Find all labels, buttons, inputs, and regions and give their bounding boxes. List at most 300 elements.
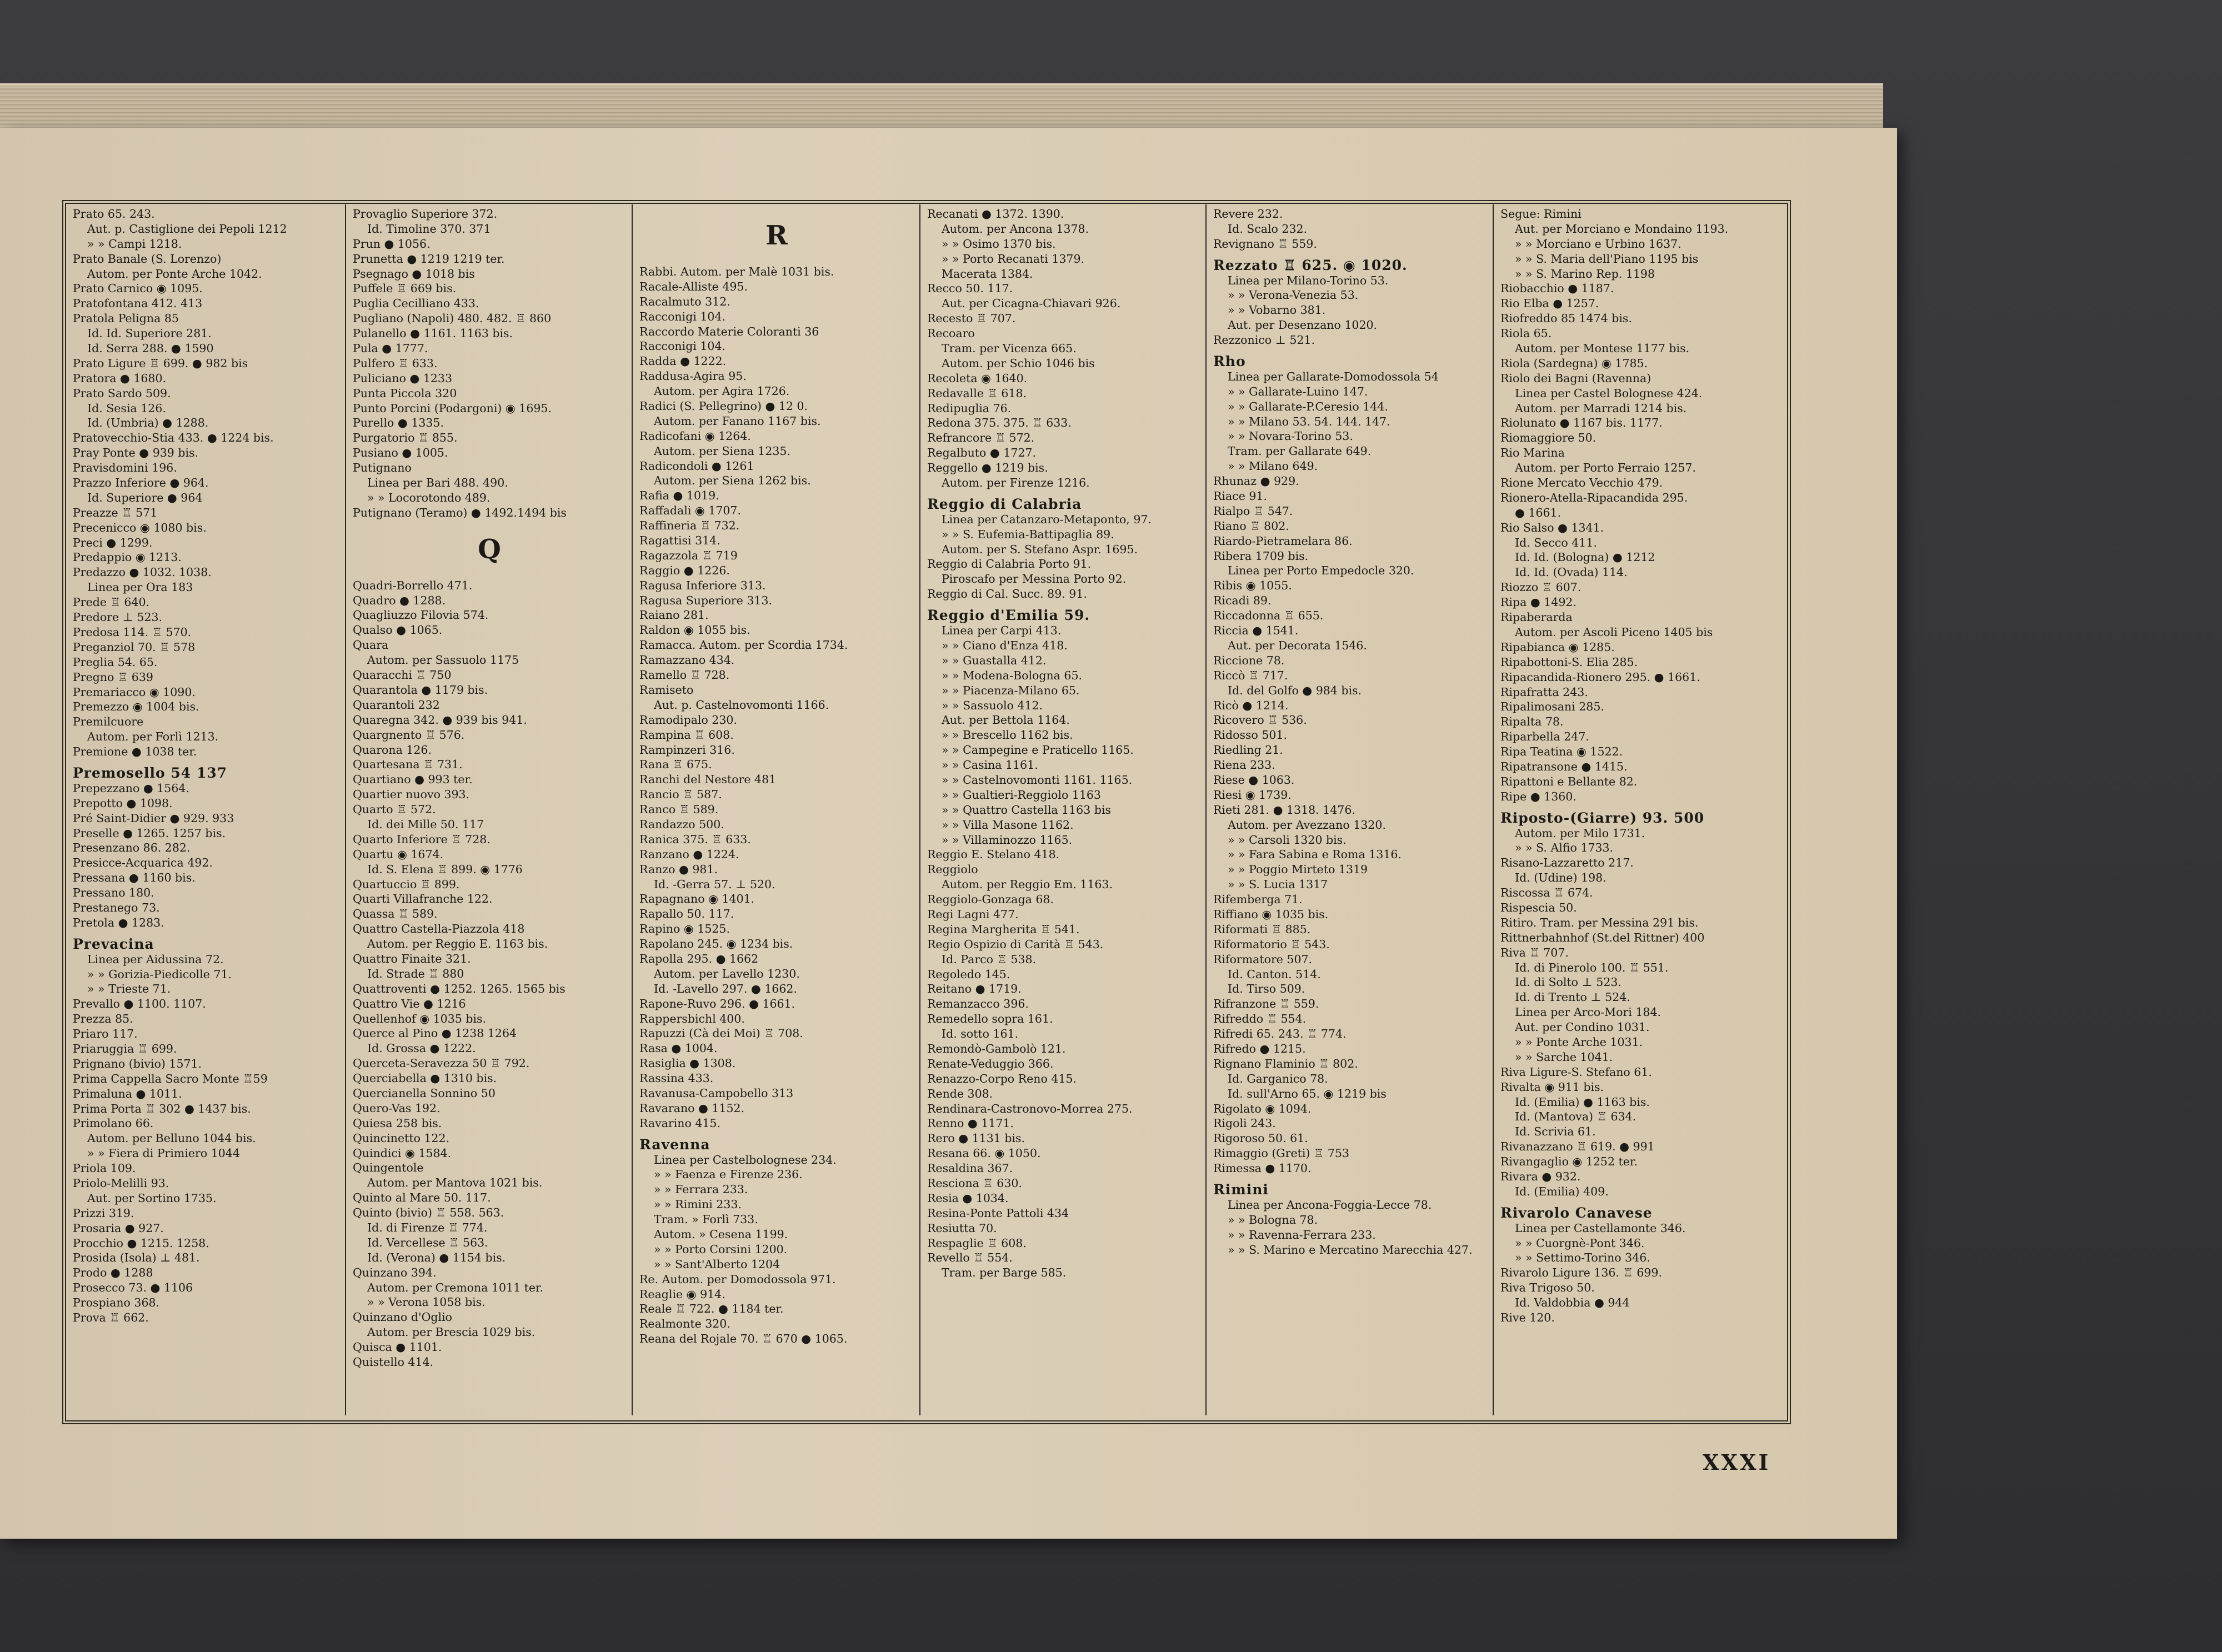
index-entry: Putignano [353, 461, 412, 475]
index-entry: Id. Strade ♖ 880 [367, 967, 464, 980]
index-entry: Quinzano d'Oglio [353, 1310, 452, 1324]
index-entry: Id. (Udine) 198. [1515, 871, 1607, 885]
index-entry: Id. (Verona) ● 1154 bis. [367, 1250, 506, 1264]
index-entry: » » S. Lucia 1317 [1228, 878, 1328, 892]
index-entry: Quattro Vie ● 1216 [353, 997, 466, 1010]
index-entry: Id. di Pinerolo 100. ♖ 551. [1515, 960, 1669, 974]
index-entry: Autom. per Schio 1046 bis [942, 356, 1095, 370]
index-entry: Pula ● 1777. [353, 342, 428, 356]
index-entry: » » Settimo-Torino 346. [1515, 1251, 1650, 1265]
index-entry: Id. di Firenze ♖ 774. [367, 1221, 488, 1234]
index-entry: Ravenna [639, 1136, 710, 1153]
index-entry: Riace 91. [1213, 489, 1267, 503]
index-entry: » » Novara-Torino 53. [1228, 429, 1353, 443]
index-entry: Rivanazzano ♖ 619. ● 991 [1500, 1140, 1655, 1154]
index-entry: Purello ● 1335. [353, 416, 444, 430]
index-entry: Puglia Cecilliano 433. [353, 297, 479, 311]
index-entry: Id. Serra 288. ● 1590 [87, 342, 214, 356]
index-entry: » » Gorizia-Piedicolle 71. [87, 967, 232, 981]
index-entry: » » Sassuolo 412. [942, 698, 1043, 712]
index-entry: Quartiano ● 993 ter. [353, 773, 473, 787]
index-entry: Autom. per Avezzano 1320. [1228, 818, 1386, 832]
index-entry: Querceta-Seravezza 50 ♖ 792. [353, 1057, 530, 1070]
index-entry: Linea per Ora 183 [87, 580, 193, 594]
index-entry: » » Fiera di Primiero 1044 [87, 1147, 240, 1160]
index-entry: Recoaro [927, 327, 975, 341]
index-entry: Rigolato ◉ 1094. [1213, 1102, 1312, 1115]
index-entry: Autom. per Milo 1731. [1515, 826, 1645, 840]
index-entry: Riformati ♖ 885. [1213, 922, 1311, 936]
index-entry: Id. sotto 161. [942, 1027, 1019, 1041]
index-entry: Id. Scalo 232. [1228, 222, 1308, 236]
index-entry: Autom. per Reggio E. 1163 bis. [367, 937, 548, 951]
index-entry: Rampina ♖ 608. [639, 728, 734, 742]
index-entry: » » Verona-Venezia 53. [1228, 288, 1359, 302]
index-entry: Tram. per Vicenza 665. [942, 342, 1077, 356]
index-entry: Puffele ♖ 669 bis. [353, 282, 457, 296]
index-entry: Rende 308. [927, 1087, 993, 1100]
index-entry: Ravarano ● 1152. [639, 1101, 745, 1115]
index-entry: Rivarolo Ligure 136. ♖ 699. [1500, 1266, 1662, 1280]
index-entry: Ripa Teatina ◉ 1522. [1500, 745, 1623, 759]
index-entry: Ragazzola ♖ 719 [639, 548, 738, 562]
index-entry: Id. di Solto ⊥ 523. [1515, 975, 1622, 989]
index-entry: Provaglio Superiore 372. [353, 207, 498, 221]
index-entry: Aut. per Bettola 1164. [942, 713, 1070, 727]
index-entry: Redipuglia 76. [927, 401, 1012, 415]
index-entry: ● 1661. [1515, 505, 1562, 519]
index-entry: Riccò ♖ 717. [1213, 668, 1288, 682]
index-entry: Ripattoni e Bellante 82. [1500, 774, 1638, 788]
index-entry: Quingentole [353, 1161, 424, 1175]
index-entry: Pulanello ● 1161. 1163 bis. [353, 327, 513, 341]
index-entry: Id. Scrivia 61. [1515, 1125, 1596, 1139]
index-entry: Ragusa Inferiore 313. [639, 578, 766, 592]
index-entry: Prima Porta ♖ 302 ● 1437 bis. [73, 1102, 251, 1115]
index-entry: Rivangaglio ◉ 1252 ter. [1500, 1155, 1638, 1169]
index-entry: Riomaggiore 50. [1500, 431, 1597, 445]
index-entry: Id. del Golfo ● 984 bis. [1228, 683, 1362, 697]
index-entry: Quinto (bivio) ♖ 558. 563. [353, 1206, 504, 1220]
index-entry: Id. Canton. 514. [1228, 967, 1321, 981]
index-entry: Prosecco 73. ● 1106 [73, 1281, 193, 1295]
index-entry: » » Ravenna-Ferrara 233. [1228, 1228, 1376, 1241]
index-entry: » » Carsoli 1320 bis. [1228, 833, 1347, 847]
index-entry: Rimaggio (Greti) ♖ 753 [1213, 1147, 1349, 1160]
index-entry: Riena 233. [1213, 758, 1275, 772]
index-entry: » » Rimini 233. [654, 1198, 742, 1212]
index-entry: Riparbella 247. [1500, 730, 1589, 744]
index-entry: Riofreddo 85 1474 bis. [1500, 312, 1632, 326]
index-column-4 [919, 204, 1205, 1415]
index-entry: Id. Parco ♖ 538. [942, 952, 1037, 966]
index-entry: » » Guastalla 412. [942, 653, 1047, 667]
index-entry: » » Poggio Mirteto 1319 [1228, 863, 1368, 877]
index-entry: Riformatore 507. [1213, 952, 1313, 966]
index-entry: Ramazzano 434. [639, 653, 735, 667]
index-entry: Ravarino 415. [639, 1116, 720, 1130]
index-entry: Rasa ● 1004. [639, 1042, 718, 1055]
index-entry: Ranchi del Nestore 481 [639, 773, 777, 787]
index-entry: Quaregna 342. ● 939 bis 941. [353, 713, 527, 727]
index-entry: Id. S. Elena ♖ 899. ◉ 1776 [367, 862, 523, 876]
index-entry: Tram. per Gallarate 649. [1228, 444, 1372, 458]
index-entry: Rifredo ● 1215. [1213, 1042, 1306, 1055]
index-entry: Linea per Castellamonte 346. [1515, 1221, 1686, 1235]
index-entry: Pulfero ♖ 633. [353, 356, 438, 370]
index-entry: Autom. » Cesena 1199. [654, 1228, 788, 1241]
index-entry: » » Locorotondo 489. [367, 490, 491, 504]
index-entry: Redona 375. 375. ♖ 633. [927, 416, 1072, 430]
index-column-2 [345, 204, 632, 1415]
index-entry: Linea per Catanzaro-Metaponto, 97. [942, 512, 1152, 526]
index-entry: Quarona 126. [353, 743, 432, 757]
index-entry: Prova ♖ 662. [73, 1311, 149, 1325]
index-entry: Querce al Pino ● 1238 1264 [353, 1027, 517, 1040]
index-entry: Prevallo ● 1100. 1107. [73, 997, 206, 1011]
index-entry: Prato Ligure ♖ 699. ● 982 bis [73, 356, 248, 370]
index-entry: Autom. per Fanano 1167 bis. [654, 414, 821, 428]
index-entry: Riozzo ♖ 607. [1500, 580, 1582, 594]
index-entry: Prignano (bivio) 1571. [73, 1057, 202, 1070]
index-entry: Quindici ◉ 1584. [353, 1146, 452, 1160]
index-entry: Riformatorio ♖ 543. [1213, 937, 1330, 951]
index-entry: Id. Grossa ● 1222. [367, 1042, 476, 1055]
index-entry: Autom. per Siena 1235. [654, 444, 790, 458]
index-entry: » » Fara Sabina e Roma 1316. [1228, 848, 1402, 862]
index-entry: Ripaberarda [1500, 610, 1573, 624]
index-entry: Ragattisi 314. [639, 534, 720, 548]
index-entry: Quistello 414. [353, 1355, 434, 1369]
index-entry: Riva Ligure-S. Stefano 61. [1500, 1065, 1652, 1079]
index-entry: » » Milano 649. [1228, 459, 1318, 473]
index-entry: Racalmuto 312. [639, 294, 730, 308]
index-entry: Ramacca. Autom. per Scordia 1734. [639, 638, 848, 652]
index-entry: Raiano 281. [639, 608, 709, 622]
index-entry: » » S. Marino e Mercatino Marecchia 427. [1228, 1243, 1473, 1256]
index-entry: Reale ♖ 722. ● 1184 ter. [639, 1302, 784, 1316]
index-entry: Rialpo ♖ 547. [1213, 504, 1293, 518]
index-entry: » » Campi 1218. [87, 237, 182, 251]
index-entry: Id. (Umbria) ● 1288. [87, 416, 209, 430]
index-entry: Realmonte 320. [639, 1317, 730, 1331]
index-entry: Id. (Mantova) ♖ 634. [1515, 1110, 1637, 1124]
index-entry: Aut. per Desenzano 1020. [1228, 318, 1378, 332]
index-entry: Prato Banale (S. Lorenzo) [73, 252, 222, 266]
index-entry: Piroscafo per Messina Porto 92. [942, 572, 1127, 586]
index-entry: Putignano (Teramo) ● 1492.1494 bis [353, 505, 567, 519]
index-entry: Pratovecchio-Stia 433. ● 1224 bis. [73, 431, 274, 445]
index-entry: Linea per Castel Bolognese 424. [1515, 386, 1703, 400]
index-entry: Quartesana ♖ 731. [353, 758, 463, 772]
index-entry: Quarti Villafranche 122. [353, 892, 493, 906]
index-entry: » » Sarche 1041. [1515, 1050, 1613, 1064]
index-entry: Refrancore ♖ 572. [927, 431, 1035, 445]
index-entry: Prosida (Isola) ⊥ 481. [73, 1251, 200, 1265]
index-entry: Recanati ● 1372. 1390. [927, 207, 1064, 221]
index-entry: » » Ciano d'Enza 418. [942, 638, 1068, 652]
index-entry: Prizzi 319. [73, 1206, 134, 1220]
index-entry: Linea per Arco-Mori 184. [1515, 1005, 1662, 1019]
index-entry: Rancio ♖ 587. [639, 788, 722, 802]
index-entry: » » Campegine e Praticello 1165. [942, 743, 1134, 757]
index-entry: Preci ● 1299. [73, 535, 153, 549]
index-entry: Rapolano 245. ◉ 1234 bis. [639, 937, 793, 951]
index-entry: Rio Marina [1500, 446, 1565, 460]
index-entry: Regalbuto ● 1727. [927, 446, 1036, 460]
index-entry: Pré Saint-Didier ● 929. 933 [73, 811, 234, 825]
index-entry: » » Piacenza-Milano 65. [942, 683, 1080, 697]
index-entry [639, 207, 914, 213]
index-entry: Linea per Castelbolognese 234. [654, 1153, 837, 1167]
index-entry: » » Gallarate-Luino 147. [1228, 384, 1368, 398]
index-entry: Remanzacco 396. [927, 997, 1029, 1011]
index-entry: Radicofani ◉ 1264. [639, 429, 751, 443]
index-entry: Rivarolo Canavese [1500, 1204, 1653, 1221]
index-entry: Aut. per Condino 1031. [1515, 1020, 1650, 1034]
index-entry: Id. -Gerra 57. ⊥ 520. [654, 877, 775, 891]
index-entry: Rampinzeri 316. [639, 743, 735, 757]
index-entry: Rimini [1213, 1182, 1269, 1198]
index-entry: Remondò-Gambolò 121. [927, 1042, 1066, 1055]
index-entry: Reggio E. Stelano 418. [927, 848, 1060, 862]
index-entry: Reggiolo [927, 863, 978, 877]
index-entry: Macerata 1384. [942, 267, 1033, 281]
index-entry: Rive 120. [1500, 1311, 1555, 1325]
index-entry: Predore ⊥ 523. [73, 610, 163, 624]
index-entry: Rionero-Atella-Ripacandida 295. [1500, 490, 1688, 504]
index-column-6 [1493, 204, 1783, 1415]
index-entry: Rappersbichl 400. [639, 1012, 745, 1025]
index-entry: Reitano ● 1719. [927, 982, 1022, 996]
index-entry: Ripe ● 1360. [1500, 789, 1577, 803]
index-entry: Id. Vercellese ♖ 563. [367, 1235, 488, 1249]
index-entry: Ripa ● 1492. [1500, 595, 1577, 609]
index-entry: » » Trieste 71. [87, 982, 171, 996]
index-entry: Ripacandida-Rionero 295. ● 1661. [1500, 670, 1700, 684]
index-entry: Pratora ● 1680. [73, 371, 167, 385]
index-entry: Autom. per Marradi 1214 bis. [1515, 401, 1687, 415]
index-entry: Ricadi 89. [1213, 594, 1272, 608]
index-entry: Aut. per Cicagna-Chiavari 926. [942, 297, 1121, 311]
index-entry: Q [478, 533, 501, 565]
index-entry: Linea per Porto Empedocle 320. [1228, 564, 1414, 578]
index-entry: » » Modena-Bologna 65. [942, 668, 1083, 682]
index-entry: » » Castelnovomonti 1161. 1165. [942, 773, 1133, 787]
index-entry: Id. (Emilia) ● 1163 bis. [1515, 1095, 1650, 1109]
index-entry: Autom. per Cremona 1011 ter. [367, 1280, 544, 1294]
index-entry: Autom. per Montese 1177 bis. [1515, 342, 1690, 356]
index-entry: Premione ● 1038 ter. [73, 745, 197, 759]
index-entry: Id. Tirso 509. [1228, 982, 1305, 996]
index-entry: Rifranzone ♖ 559. [1213, 997, 1319, 1011]
index-entry: Rigoroso 50. 61. [1213, 1132, 1308, 1145]
index-entry: Reana del Rojale 70. ♖ 670 ● 1065. [639, 1332, 848, 1346]
index-entry: Revello ♖ 554. [927, 1251, 1013, 1265]
book-page [0, 128, 1897, 1539]
index-entry: Racconigi 104. [639, 309, 726, 323]
index-entry: Pravisdomini 196. [73, 461, 177, 475]
index-entry: Punto Porcini (Podargoni) ◉ 1695. [353, 401, 552, 415]
index-entry: Quarantola ● 1179 bis. [353, 683, 488, 697]
index-entry: Riposto-(Giarre) 93. 500 [1500, 809, 1705, 826]
index-entry: Racale-Alliste 495. [639, 279, 748, 293]
index-entry: » » Porto Recanati 1379. [942, 252, 1085, 266]
index-entry: Linea per Aidussina 72. [87, 952, 224, 966]
index-entry: Tram. per Barge 585. [942, 1266, 1067, 1280]
index-entry: Pratola Peligna 85 [73, 312, 179, 326]
index-entry: Raffineria ♖ 732. [639, 519, 740, 533]
index-entry: Preazze ♖ 571 [73, 505, 158, 519]
index-entry [353, 572, 626, 578]
index-entry: Premezzo ◉ 1004 bis. [73, 700, 199, 714]
index-entry: Autom. per Forlì 1213. [87, 730, 219, 744]
index-entry: Reggello ● 1219 bis. [927, 461, 1048, 475]
index-entry: Id. dei Mille 50. 117 [367, 817, 484, 831]
index-entry: Resina-Ponte Pattoli 434 [927, 1206, 1069, 1220]
index-entry: Priolo-Melilli 93. [73, 1177, 169, 1190]
index-entry: Rafia ● 1019. [639, 489, 719, 503]
index-entry: Pray Ponte ● 939 bis. [73, 446, 199, 460]
index-entry: Reggio di Calabria [927, 495, 1082, 512]
index-entry: Riobacchio ● 1187. [1500, 282, 1614, 296]
index-entry: » » S. Marino Rep. 1198 [1515, 267, 1655, 281]
index-entry: » » Cuorgnè-Pont 346. [1515, 1236, 1645, 1250]
page-number: XXXI [1703, 1450, 1771, 1475]
index-entry: Priaruggia ♖ 699. [73, 1042, 177, 1055]
index-entry: Ravanusa-Campobello 313 [639, 1086, 794, 1100]
index-entry: Priola 109. [73, 1162, 136, 1175]
index-entry: Ranzo ● 981. [639, 862, 718, 876]
index-entry: Quargnento ♖ 576. [353, 728, 465, 742]
index-entry: Rasiglia ● 1308. [639, 1057, 736, 1070]
index-entry: Ricovero ♖ 536. [1213, 713, 1307, 727]
index-entry: Aut. p. Castiglione dei Pepoli 1212 [87, 222, 287, 236]
index-column-1 [66, 204, 345, 1415]
index-entry: Tram. » Forlì 733. [654, 1213, 758, 1227]
index-entry: Riva Trigoso 50. [1500, 1281, 1595, 1295]
index-entry: Aut. per Decorata 1546. [1228, 638, 1367, 652]
index-entry: Radicondoli ● 1261 [639, 459, 754, 473]
index-entry: Rivalta ◉ 911 bis. [1500, 1080, 1604, 1094]
index-entry: Linea per Gallarate-Domodossola 54 [1228, 369, 1439, 383]
index-entry: Rho [1213, 353, 1246, 370]
index-entry: Querciabella ● 1310 bis. [353, 1072, 497, 1085]
index-entry: Presenzano 86. 282. [73, 841, 191, 855]
index-entry: Quartu ◉ 1674. [353, 847, 444, 861]
index-entry: » » S. Maria dell'Piano 1195 bis [1515, 252, 1699, 266]
index-entry: Rapone-Ruvo 296. ● 1661. [639, 997, 795, 1010]
index-entry: Aut. per Morciano e Mondaino 1193. [1515, 222, 1729, 236]
index-entry: Autom. per Mantova 1021 bis. [367, 1176, 543, 1190]
index-entry: Ripabottoni-S. Elia 285. [1500, 655, 1638, 669]
index-entry: Prun ● 1056. [353, 237, 431, 251]
index-entry: Reggio di Calabria Porto 91. [927, 557, 1092, 571]
index-entry: Quinzano 394. [353, 1265, 437, 1279]
index-entry: Qualso ● 1065. [353, 623, 443, 637]
index-entry: Priaro 117. [73, 1027, 138, 1041]
index-entry: Predosa 114. ♖ 570. [73, 625, 192, 639]
index-entry: Premariacco ◉ 1090. [73, 685, 196, 699]
index-entry: Ripabianca ◉ 1285. [1500, 640, 1615, 654]
index-entry: Ricò ● 1214. [1213, 698, 1289, 712]
index-entry: Quinto al Mare 50. 117. [353, 1191, 491, 1205]
index-entry: Prato 65. 243. [73, 207, 155, 221]
index-entry: » » Verona 1058 bis. [367, 1295, 486, 1309]
index-entry: Raccordo Materie Coloranti 36 [639, 324, 819, 338]
index-entry: Autom. per Porto Ferraio 1257. [1515, 461, 1696, 475]
index-entry: Regio Ospizio di Carità ♖ 543. [927, 937, 1104, 951]
index-entry: » » Vobarno 381. [1228, 303, 1326, 317]
index-entry: Respaglie ♖ 608. [927, 1236, 1027, 1250]
index-entry: Reggio d'Emilia 59. [927, 607, 1090, 624]
index-entry: Regi Lagni 477. [927, 907, 1019, 921]
index-entry: Quarto ♖ 572. [353, 803, 436, 817]
index-entry: Rivara ● 932. [1500, 1170, 1581, 1183]
index-entry: Quincinetto 122. [353, 1131, 450, 1145]
index-entry: Rezzato ♖ 625. ◉ 1020. [1213, 257, 1408, 273]
index-entry: Puliciano ● 1233 [353, 371, 453, 385]
index-entry: Autom. per Lavello 1230. [654, 967, 800, 980]
index-entry: Pugliano (Napoli) 480. 482. ♖ 860 [353, 312, 552, 326]
index-entry: Prezza 85. [73, 1012, 133, 1026]
index-entry: Rittnerbahnhof (St.del Rittner) 400 [1500, 930, 1705, 944]
index-entry: Prepezzano ● 1564. [73, 781, 189, 795]
index-entry: Ranzano ● 1224. [639, 847, 739, 861]
index-entry: Quisca ● 1101. [353, 1340, 442, 1354]
index-entry: Rassina 433. [639, 1072, 714, 1085]
index-entry: Racconigi 104. [639, 339, 726, 353]
index-entry: Resia ● 1034. [927, 1191, 1009, 1205]
index-entry: Autom. per Belluno 1044 bis. [87, 1132, 256, 1145]
index-entry: Revere 232. [1213, 207, 1283, 221]
index-entry: Preglia 54. 65. [73, 655, 158, 669]
index-entry: Rendinara-Castronovo-Morrea 275. [927, 1102, 1133, 1115]
index-entry: Rifreddo ♖ 554. [1213, 1012, 1307, 1026]
index-entry: Id. sull'Arno 65. ◉ 1219 bis [1228, 1087, 1387, 1100]
index-entry: Id. di Trento ⊥ 524. [1515, 990, 1630, 1004]
index-entry: Riva ♖ 707. [1500, 945, 1569, 959]
index-entry: Ribera 1709 bis. [1213, 549, 1309, 563]
index-entry: Premilcuore [73, 715, 144, 729]
index-entry: » » Bologna 78. [1228, 1213, 1318, 1227]
index-entry: Risano-Lazzaretto 217. [1500, 856, 1634, 870]
index-entry: Ripalta 78. [1500, 715, 1564, 729]
index-entry: Autom. per Brescia 1029 bis. [367, 1325, 536, 1339]
index-entry: Prevacina [73, 935, 154, 952]
index-entry: Quadri-Borrello 471. [353, 578, 473, 592]
index-entry: » » Gallarate-P.Ceresio 144. [1228, 399, 1388, 413]
index-entry: Revignano ♖ 559. [1213, 237, 1317, 251]
index-entry: Linea per Bari 488. 490. [367, 476, 508, 490]
index-entry: Riccia ● 1541. [1213, 624, 1299, 638]
index-entry: Reggiolo-Gonzaga 68. [927, 893, 1054, 907]
index-entry: Renate-Veduggio 366. [927, 1057, 1054, 1070]
index-entry: Quero-Vas 192. [353, 1101, 441, 1115]
index-entry: Rifredi 65. 243. ♖ 774. [1213, 1027, 1347, 1041]
index-entry: Segue: Rimini [1500, 207, 1582, 221]
index-entry: » » Villaminozzo 1165. [942, 833, 1073, 847]
index-entry: Aut. p. Castelnovomonti 1166. [654, 698, 829, 712]
index-entry: Prima Cappella Sacro Monte ♖59 [73, 1072, 268, 1085]
index-entry: Re. Autom. per Domodossola 971. [639, 1272, 836, 1286]
index-entry: Quattroventi ● 1252. 1265. 1565 bis [353, 982, 565, 995]
index-entry: » » Ferrara 233. [654, 1183, 748, 1197]
index-entry: Rifemberga 71. [1213, 893, 1303, 907]
index-entry: Predappio ◉ 1213. [73, 550, 182, 564]
index-entry [353, 520, 626, 527]
index-entry: Riardo-Pietramelara 86. [1213, 534, 1353, 548]
